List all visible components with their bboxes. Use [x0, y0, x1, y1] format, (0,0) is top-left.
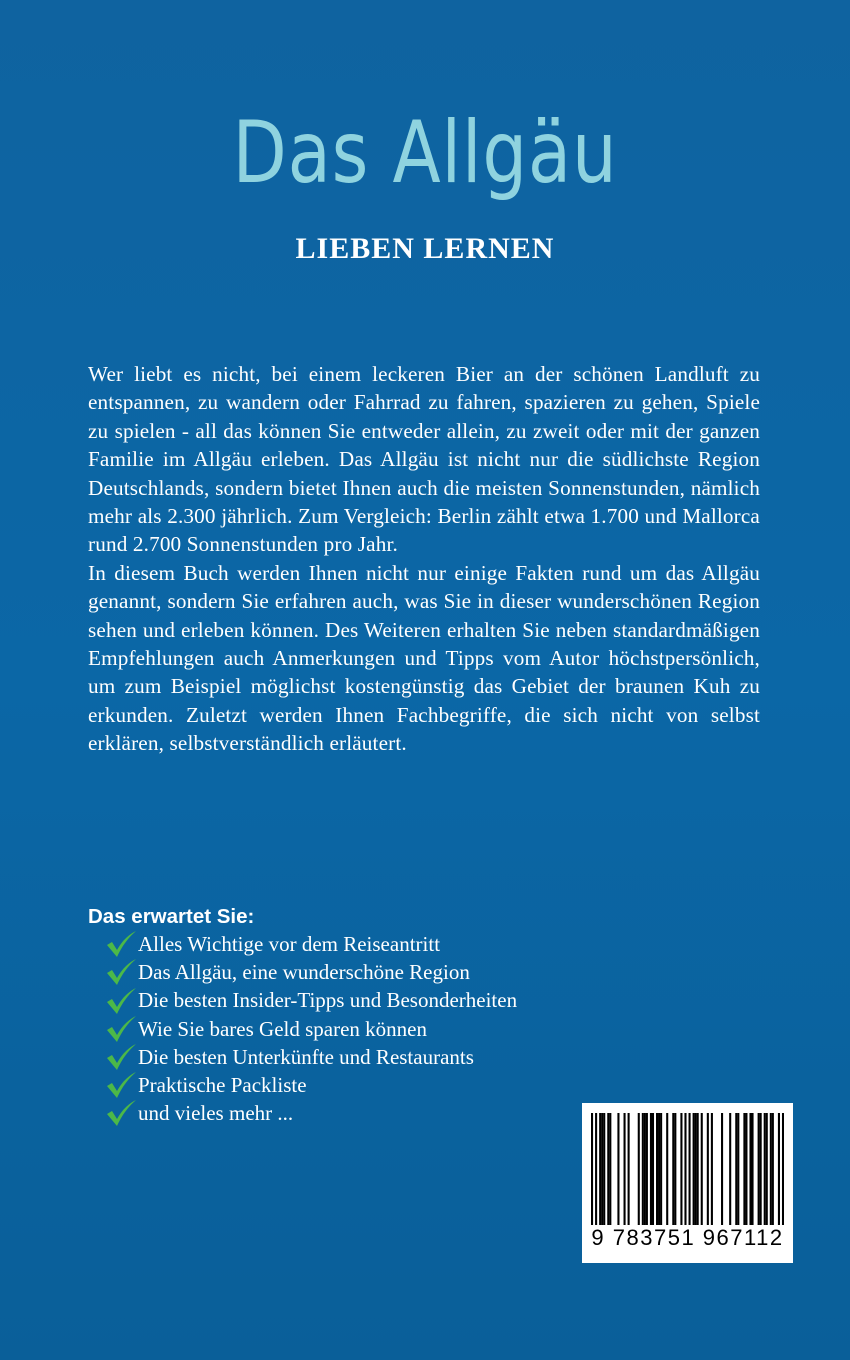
barcode-bar	[603, 1113, 605, 1225]
barcode-bar	[764, 1113, 766, 1225]
barcode-bar	[646, 1113, 648, 1225]
barcode-bar	[638, 1113, 640, 1225]
book-subtitle: LIEBEN LERNEN	[295, 232, 555, 265]
expect-list	[104, 930, 517, 1127]
book-title: Das Allgäu	[232, 103, 618, 203]
barcode-bar	[591, 1113, 593, 1225]
barcode-bar	[674, 1113, 676, 1225]
barcode-bar	[658, 1113, 660, 1225]
barcode-bar	[628, 1113, 630, 1225]
check-icon	[104, 987, 138, 1015]
isbn-barcode	[582, 1103, 793, 1263]
barcode-bar	[737, 1113, 739, 1225]
list-item-label: Alles Wichtige vor dem Reiseantritt	[138, 932, 441, 956]
check-icon	[104, 1099, 138, 1127]
list-item	[104, 1071, 517, 1099]
check-icon	[104, 1071, 138, 1099]
barcode-bar	[721, 1113, 723, 1225]
barcode-bar	[595, 1113, 597, 1225]
barcode-bar	[689, 1113, 691, 1225]
barcode-bar	[693, 1113, 695, 1225]
barcode-bar	[701, 1113, 703, 1225]
barcode-bar	[711, 1113, 713, 1225]
check-icon	[104, 1043, 138, 1071]
barcode-bar	[770, 1113, 772, 1225]
check-icon	[104, 930, 138, 958]
barcode-bar	[749, 1113, 751, 1225]
barcode-bar	[617, 1113, 619, 1225]
list-item-label: Die besten Unterkünfte und Restaurants	[138, 1044, 474, 1069]
barcode-bar	[760, 1113, 762, 1225]
barcode-bar	[766, 1113, 768, 1225]
barcode-bar	[644, 1113, 646, 1225]
list-item	[104, 958, 517, 986]
check-icon	[104, 1015, 138, 1043]
barcode-bar	[707, 1113, 709, 1225]
barcode-bar	[672, 1113, 674, 1225]
barcode-bar	[735, 1113, 737, 1225]
barcode-bar	[684, 1113, 686, 1225]
barcode-bar	[650, 1113, 652, 1225]
barcode-bar	[601, 1113, 603, 1225]
list-item	[104, 986, 517, 1014]
barcode-bar	[609, 1113, 611, 1225]
barcode-bar	[778, 1113, 780, 1225]
list-item	[104, 1043, 517, 1071]
barcode-bar	[743, 1113, 745, 1225]
barcode-bar	[656, 1113, 658, 1225]
list-item	[104, 1015, 517, 1043]
barcode-bar	[624, 1113, 626, 1225]
list-item-label: Praktische Packliste	[138, 1073, 307, 1098]
list-item-label: Das Allgäu, eine wunderschöne Region	[138, 960, 470, 985]
barcode-bar	[660, 1113, 662, 1225]
barcode-bar	[652, 1113, 654, 1225]
list-item-label: und vieles mehr ...	[138, 1101, 294, 1126]
barcode-bar	[642, 1113, 644, 1225]
barcode-bar	[680, 1113, 682, 1225]
barcode-bar	[772, 1113, 774, 1225]
barcode-bar	[607, 1113, 609, 1225]
blurb-paragraph-1: Wer liebt es nicht, bei einem leckeren Bier an der schönen Landluft zu entspannen, zu wandern oder Fahrrad zu fahren, spazieren zu gehen, Spiele zu spielen - all das können Sie entweder allein, zu zweit oder mit der ganzen Familie im Allgäu erleben. Das Allgäu ist nicht nur die südlichste Region Deutschlands, sondern bietet Ihnen auch die meisten Sonnenstunden, nämlich mehr als 2.300 jährlich. Zum Vergleich: Berlin zählt etwa 1.700 und Mallorca rund 2.700 Sonnenstunden pro Jahr.	[88, 362, 760, 557]
blurb-paragraph-2: In diesem Buch werden Ihnen nicht nur einige Fakten rund um das Allgäu genannt, sondern Sie erfahren auch, was Sie in dieser wunderschönen Region sehen und erleben können. Des Weiteren erhalten Sie neben standardmäßigen Empfehlungen auch Anmerkungen und Tipps vom Autor höchstpersönlich, um zum Beispiel möglichst kostengünstig das Gebiet der braunen Kuh zu erkunden. Zuletzt werden Ihnen Fachbegriffe, die sich nicht von selbst erklären, selbstverständlich erläutert.	[88, 560, 760, 756]
barcode-bar	[745, 1113, 747, 1225]
barcode-bar	[666, 1113, 668, 1225]
list-item-label: Wie Sie bares Geld sparen können	[138, 1016, 427, 1041]
barcode-bar	[697, 1113, 699, 1225]
barcode-bar	[758, 1113, 760, 1225]
barcode-bar	[729, 1113, 731, 1225]
barcode-bar	[782, 1113, 784, 1225]
barcode-bar	[599, 1113, 601, 1225]
barcode-bars	[591, 1113, 784, 1225]
barcode-bar	[695, 1113, 697, 1225]
blurb-text	[88, 360, 760, 758]
expect-heading: Das erwartet Sie:	[88, 905, 255, 928]
list-item	[104, 930, 517, 958]
list-item-label: Die besten Insider-Tipps und Besonderheiten	[138, 988, 518, 1013]
list-item	[104, 1099, 517, 1127]
barcode-bar	[751, 1113, 753, 1225]
isbn-number: 9 783751 967112	[591, 1225, 784, 1250]
check-icon	[104, 958, 138, 986]
